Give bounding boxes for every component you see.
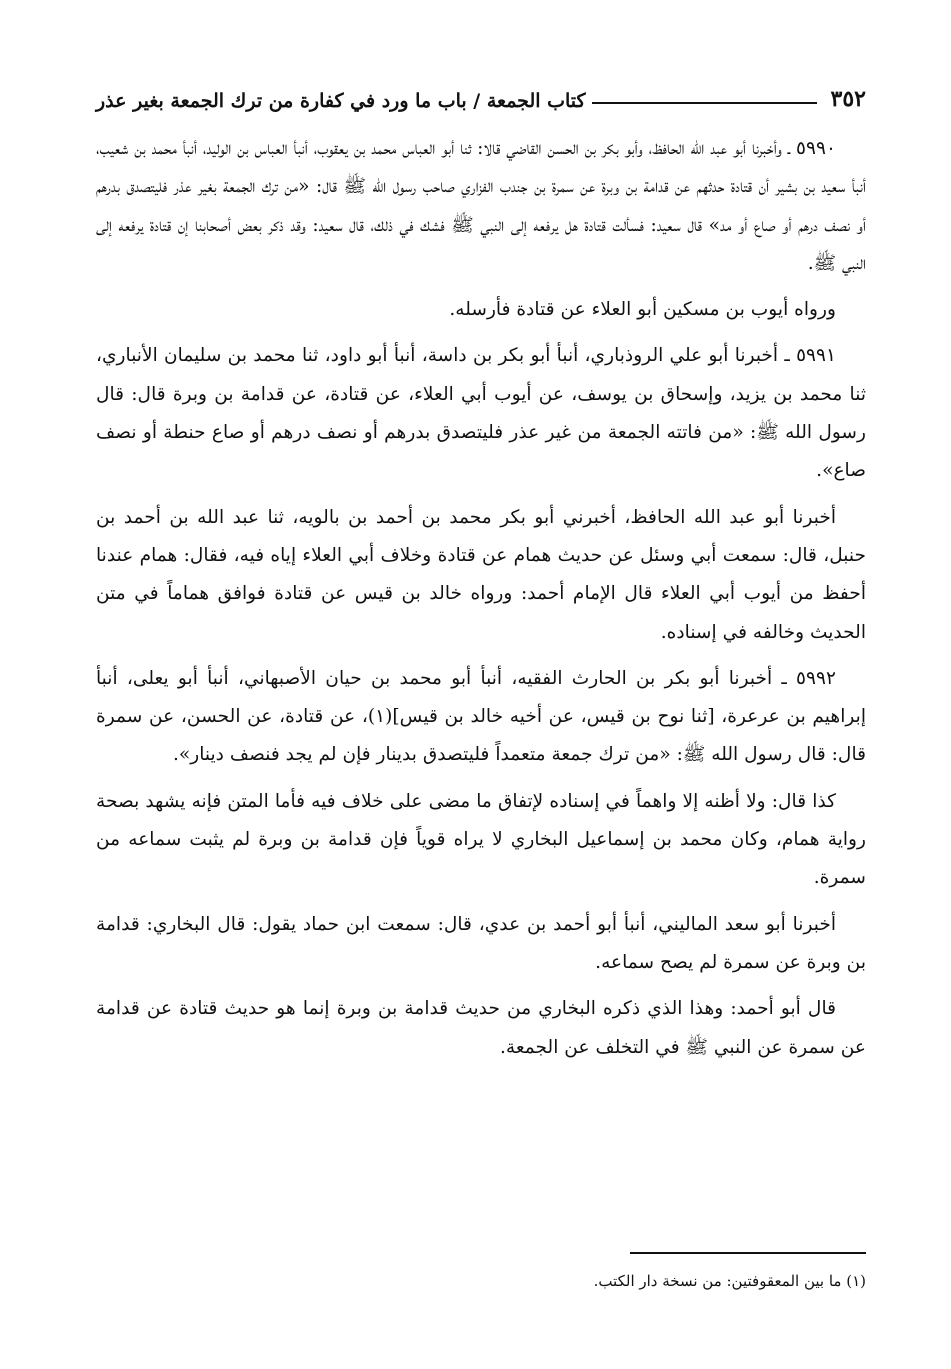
paragraph-bukhari-note: أخبرنا أبو سعد الماليني، أنبأ أبو أحمد بن عدي، قال: سمعت ابن حماد يقول: قال البخاري: قدامة بن وبرة عن سمرة لم يصح سماعه. [96,913,866,973]
paragraph-5992: ٥٩٩٢ ـ أخبرنا أبو بكر بن الحارث الفقيه، أنبأ أبو محمد بن حيان الأصبهاني، أنبأ أبو يعلى، أنبأ إبراهيم بن عرعرة، [ثنا نوح بن قيس، عن أخيه خالد بن قيس](١)، عن قتادة، عن الحسن، عن سمرة قال: قال رسول الله ﷺ: «من ترك جمعة متعمداً فليتصدق بدينار فإن لم يجد فنصف دينار». [96,667,866,766]
page-number: ٣٥٢ [830,86,866,112]
footnote: (١) ما بين المعقوفتين: من نسخة دار الكتب. [593,1272,866,1290]
footnote-rule [630,1252,866,1254]
page-header [96,72,866,112]
paragraph-ahmad-note: أخبرنا أبو عبد الله الحافظ، أخبرني أبو بكر محمد بن أحمد بن بالويه، ثنا عبد الله بن أحمد بن حنبل، قال: سمعت أبي وسئل عن حديث همام عن قتادة وخلاف أبي العلاء إياه فيه، فقال: همام عندنا أحفظ من أيوب أبي العلاء قال الإمام أحمد: ورواه خالد بن قيس عن قتادة فوافق هماماً في متن الحديث وخالفه في إسناده. [96,506,866,643]
body-text [96,130,866,1067]
header-rule [592,102,817,104]
running-title: كتاب الجمعة / باب ما ورد في كفارة من ترك الجمعة بغير عذر [96,90,586,112]
paragraph-ayyub-note: ورواه أيوب بن مسكين أبو العلاء عن قتادة فأرسله. [449,299,836,321]
paragraph-5991: ٥٩٩١ ـ أخبرنا أبو علي الروذباري، أنبأ أبو بكر بن داسة، أنبأ أبو داود، ثنا محمد بن سليمان الأنباري، ثنا محمد بن يزيد، وإسحاق بن يوسف، عن أيوب أبي العلاء، عن قتادة، عن قدامة بن وبرة قال: قال رسول الله ﷺ: «من فاتته الجمعة من غير عذر فليتصدق بدرهم أو نصف درهم أو صاع حنطة أو نصف صاع». [96,345,866,482]
paragraph-abu-ahmad-note: قال أبو أحمد: وهذا الذي ذكره البخاري من حديث قدامة بن وبرة إنما هو حديث قتادة عن قدامة عن سمرة عن النبي ﷺ في التخلف عن الجمعة. [96,998,866,1058]
paragraph-commentary: كذا قال: ولا أظنه إلا واهماً في إسناده لإتفاق ما مضى على خلاف فيه فأما المتن فإنه يشهد بصحة رواية همام، وكان محمد بن إسماعيل البخاري لا يراه قوياً فإن قدامة بن وبرة لم يثبت سماعه من سمرة. [96,790,866,889]
paragraph-5990: ٥٩٩٠ ـ وأخبرنا أبو عبد الله الحافظ، وأبو بكر بن الحسن القاضي قالا: ثنا أبو العباس محمد بن يعقوب، أنبأ العباس بن الوليد، أنبأ محمد بن شعيب، أنبأ سعيد بن بشير أن قتادة حدثهم عن قدامة بن وبرة عن سمرة بن جندب الفزاري صاحب رسول الله ﷺ قال: «من ترك الجمعة بغير عذر فليتصدق بدرهم أو نصف درهم أو صاع أو مد» قال سعيد: فسألت قتادة هل يرفعه إلى النبي ﷺ فشك في ذلك، قال سعيد: وقد ذكر بعض أصحابنا إن قتادة يرفعه إلى النبي ﷺ. [96,138,866,274]
document-page [96,72,866,1290]
